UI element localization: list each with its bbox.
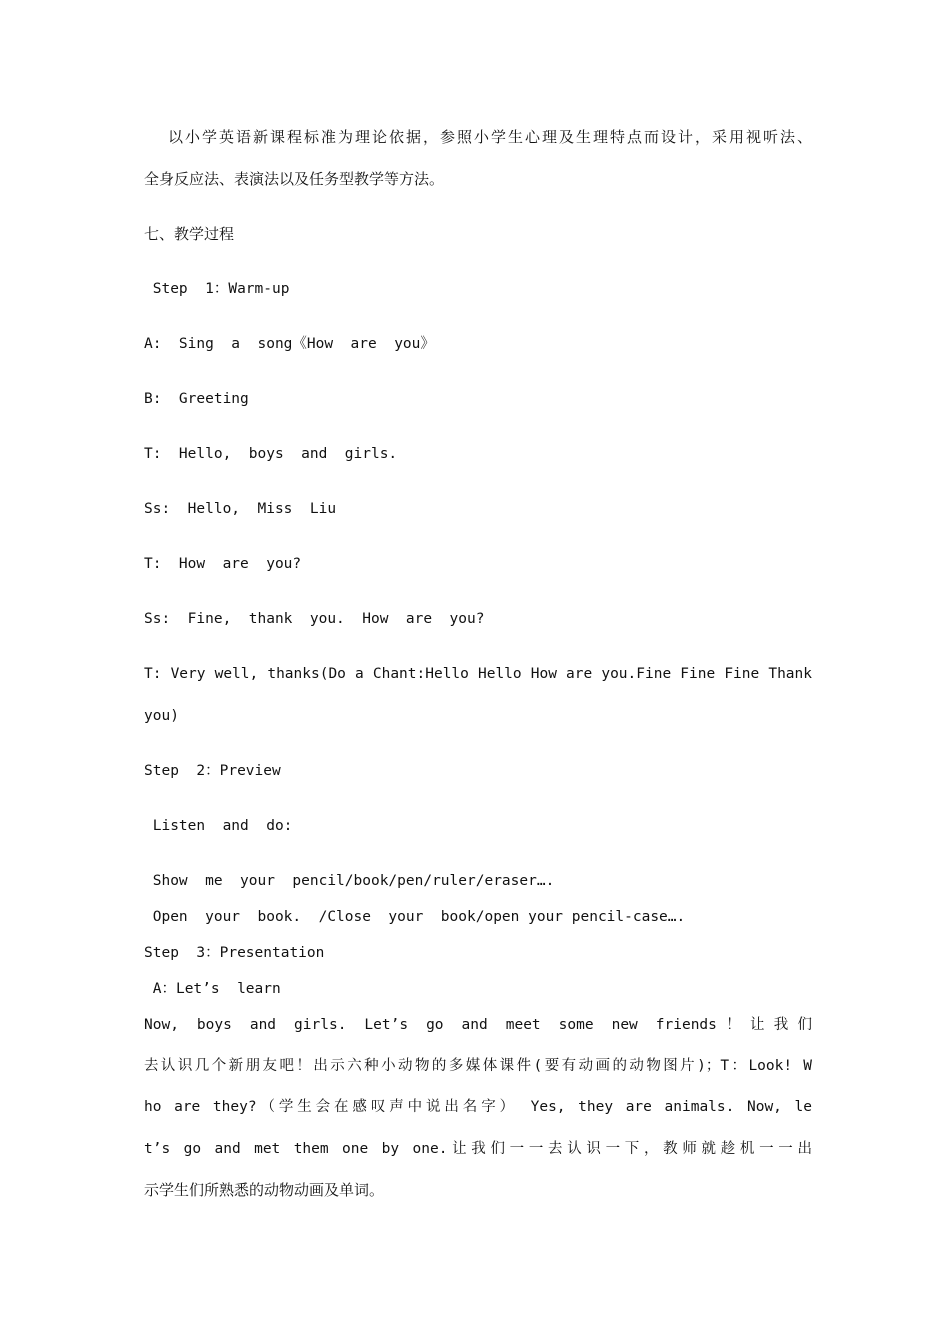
preview-command-1: Show me your pencil/book/pen/ruler/eraser…. [144, 873, 555, 889]
section-heading-teaching-process: 七、教学过程 [144, 225, 235, 243]
presentation-paragraph-line-4: t’s go and met them one by one.让我们一一去认识一下，教师就趁机一一出 [144, 1141, 812, 1157]
presentation-part-a: A：Let’s learn [144, 981, 281, 997]
dialogue-line-5-continued: you) [144, 708, 179, 724]
presentation-paragraph-line-5: 示学生们所熟悉的动物动画及单词。 [144, 1181, 385, 1199]
preview-command-2: Open your book. /Close your book/open your pencil-case…. [144, 909, 686, 925]
presentation-paragraph-line-1: Now, boys and girls. Let’s go and meet some new friends！让我们 [144, 1017, 812, 1033]
step-3-heading: Step 3：Presentation [144, 945, 325, 961]
dialogue-line-5: T: Very well, thanks(Do a Chant:Hello Hello How are you.Fine Fine Fine Thank [144, 666, 812, 682]
presentation-paragraph-line-3: ho are they?（学生会在感叹声中说出名字） Yes, they are animals. Now, le [144, 1099, 812, 1115]
dialogue-line-2: Ss: Hello, Miss Liu [144, 501, 337, 517]
warmup-item-a: A: Sing a song《How are you》 [144, 336, 435, 352]
dialogue-line-4: Ss: Fine, thank you. How are you? [144, 611, 485, 627]
step-1-heading: Step 1：Warm-up [144, 281, 290, 297]
method-paragraph-line-1: 以小学英语新课程标准为理论依据，参照小学生心理及生理特点而设计，采用视听法、 [168, 128, 812, 146]
step-2-heading: Step 2：Preview [144, 763, 281, 779]
presentation-paragraph-line-2: 去认识几个新朋友吧！出示六种小动物的多媒体课件(要有动画的动物图片)；T：Look! W [144, 1058, 812, 1074]
warmup-item-b: B: Greeting [144, 391, 249, 407]
method-paragraph-line-2: 全身反应法、表演法以及任务型教学等方法。 [144, 170, 445, 188]
dialogue-line-3: T: How are you? [144, 556, 302, 572]
preview-instruction: Listen and do: [144, 818, 293, 834]
dialogue-line-1: T: Hello, boys and girls. [144, 446, 398, 462]
